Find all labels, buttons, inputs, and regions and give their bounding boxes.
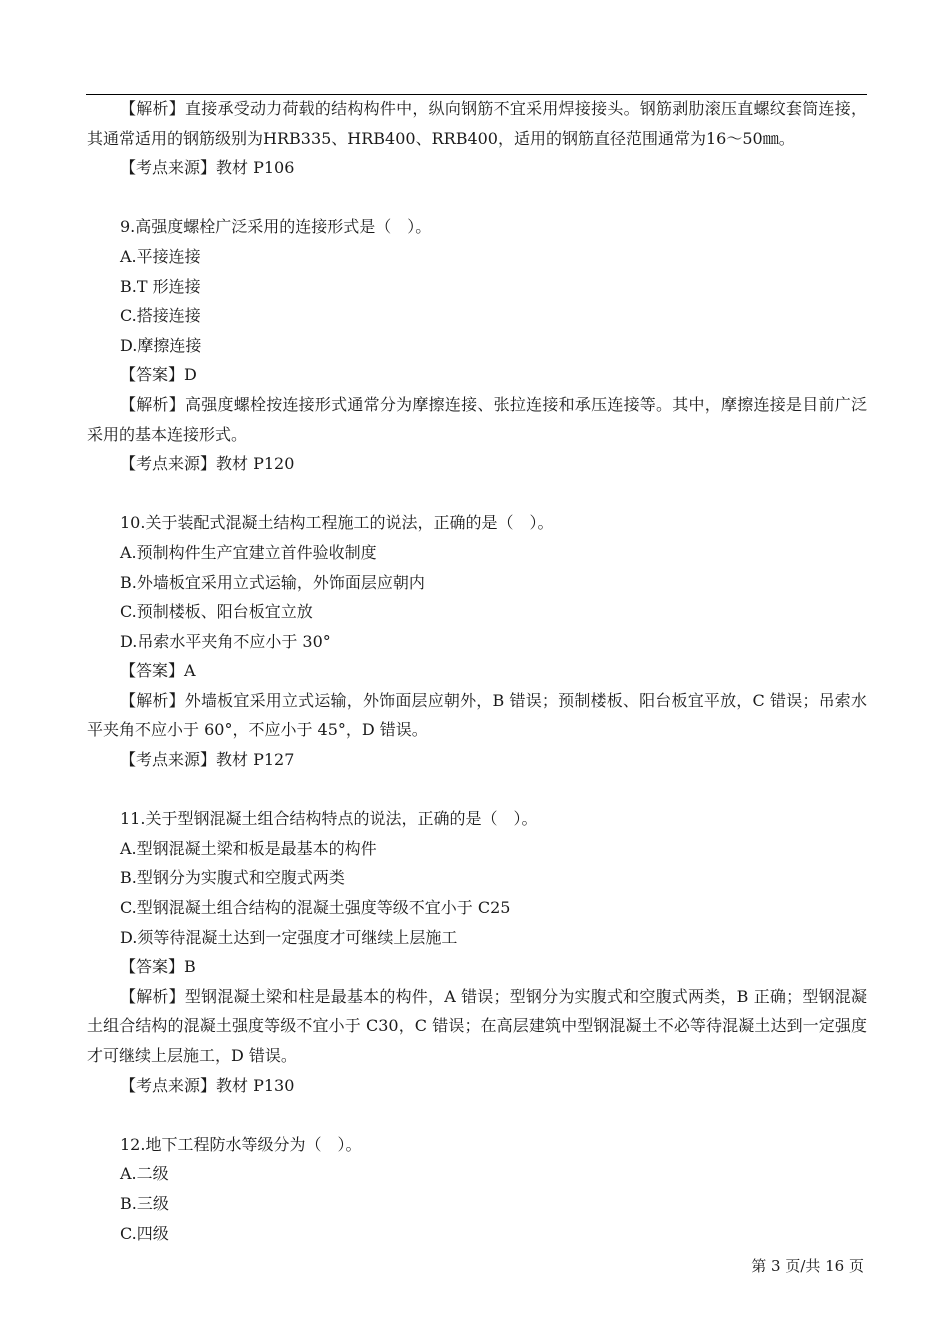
answer: 【答案】A [120,661,196,681]
option-a: A.预制构件生产宜建立首件验收制度 [120,542,377,562]
answer: 【答案】D [120,365,197,385]
question-12 [87,1130,867,1248]
analysis: 【解析】外墙板宜采用立式运输，外饰面层应朝外，B 错误；预制楼板、阳台板宜平放，C 错误；吊索水平夹角不应小于 60°，不应小于 45°，D 错误。 [87,690,867,740]
q8-analysis: 【解析】直接承受动力荷载的结构构件中，纵向钢筋不宜采用焊接接头。钢筋剥肋滚压直螺纹套筒连接，其通常适用的钢筋级别为HRB335、HRB400、RRB400，适用的钢筋直径范围通常为16～50㎜。 [87,99,867,148]
question-9 [87,212,867,478]
question-stem: 11.关于型钢混凝土组合结构特点的说法，正确的是（ ）。 [120,809,538,829]
option-b: B.三级 [120,1193,169,1213]
option-a: A.平接连接 [120,246,201,266]
option-d: D.吊索水平夹角不应小于 30° [120,631,331,651]
spacer [87,479,867,509]
analysis: 【解析】型钢混凝土梁和柱是最基本的构件，A 错误；型钢分为实腹式和空腹式两类，B 正确；型钢混凝土组合结构的混凝土强度等级不宜小于 C30，C 错误；在高层建筑中型钢混凝土不必等待混凝土达到一定强度才可继续上层施工，D 错误。 [87,986,867,1065]
option-c: C.四级 [120,1223,169,1243]
option-d: D.须等待混凝土达到一定强度才可继续上层施工 [120,927,458,947]
option-b: B.T 形连接 [120,276,201,296]
option-c: C.搭接连接 [120,306,201,326]
q8-source: 【考点来源】教材 P106 [120,158,295,178]
page-number: 第 3 页/共 16 页 [751,1257,864,1275]
option-a: A.二级 [120,1164,169,1184]
option-d: D.摩擦连接 [120,335,202,355]
question-stem: 12.地下工程防水等级分为（ ）。 [120,1134,362,1154]
question-stem: 9.高强度螺栓广泛采用的连接形式是（ ）。 [120,217,432,237]
question-stem: 10.关于装配式混凝土结构工程施工的说法，正确的是（ ）。 [120,513,554,533]
spacer [87,1100,867,1130]
spacer [87,775,867,805]
option-c: C.型钢混凝土组合结构的混凝土强度等级不宜小于 C25 [120,898,511,918]
option-c: C.预制楼板、阳台板宜立放 [120,602,313,622]
analysis: 【解析】高强度螺栓按连接形式通常分为摩擦连接、张拉连接和承压连接等。其中，摩擦连接是目前广泛采用的基本连接形式。 [87,394,867,444]
question-10 [87,508,867,774]
option-b: B.外墙板宜采用立式运输，外饰面层应朝内 [120,572,425,592]
answer: 【答案】B [120,957,196,977]
source: 【考点来源】教材 P130 [120,1075,295,1095]
source: 【考点来源】教材 P127 [120,750,295,770]
option-a: A.型钢混凝土梁和板是最基本的构件 [120,838,377,858]
source: 【考点来源】教材 P120 [120,454,295,474]
spacer [87,183,867,213]
option-b: B.型钢分为实腹式和空腹式两类 [120,868,345,888]
question-11 [87,804,867,1100]
page-content [87,94,867,1248]
